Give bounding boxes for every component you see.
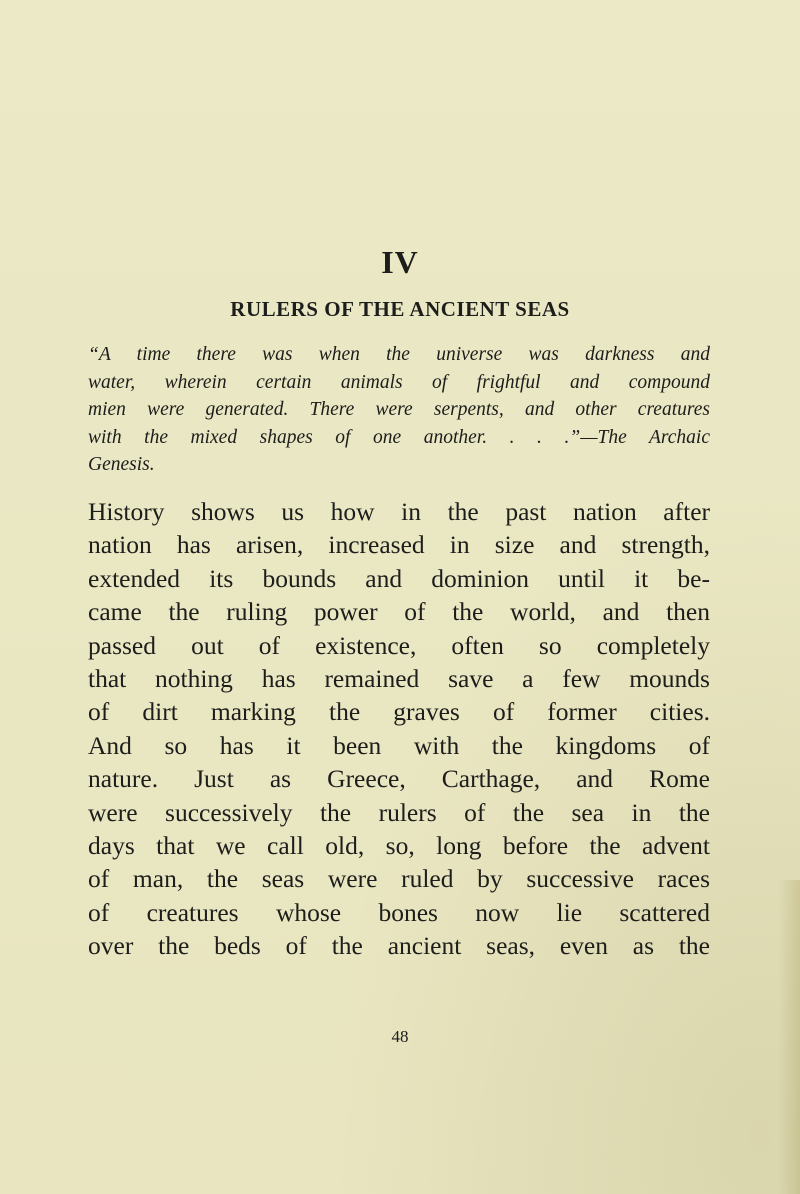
epigraph-line: water, wherein certain animals of frightful and compound [88,371,710,393]
body-line: that nothing has remained save a few mounds [88,664,710,694]
body-line: were successively the rulers of the sea in the [88,797,710,827]
chapter-number: IV [381,244,419,280]
body-line: of dirt marking the graves of former cities. [88,697,710,727]
epigraph [88,341,710,479]
body-line: extended its bounds and dominion until it be- [88,563,710,593]
body-line: of man, the seas were ruled by successive races [88,864,710,894]
chapter-title: RULERS OF THE ANCIENT SEAS [230,297,570,321]
body-line: passed out of existence, often so completely [88,630,710,660]
epigraph-line: Genesis. [88,454,155,475]
body-line: over the beds of the ancient seas, even as the [88,931,710,961]
body-line: nature. Just as Greece, Carthage, and Rome [88,764,710,794]
page-number: 48 [391,1027,409,1046]
body-line: nation has arisen, increased in size and strength, [88,530,710,560]
body-line: of creatures whose bones now lie scattered [88,897,710,927]
body-line: came the ruling power of the world, and then [88,597,710,627]
body-line: And so has it been with the kingdoms of [88,730,710,760]
body-line: History shows us how in the past nation after [88,497,710,526]
epigraph-line: with the mixed shapes of one another. . . .”—The Archaic [88,426,710,448]
body-line: days that we call old, so, long before the advent [88,831,710,861]
epigraph-line: “A time there was when the universe was darkness and [88,344,710,365]
body-paragraph [88,495,710,963]
epigraph-line: mien were generated. There were serpents, and other creatures [88,399,710,420]
